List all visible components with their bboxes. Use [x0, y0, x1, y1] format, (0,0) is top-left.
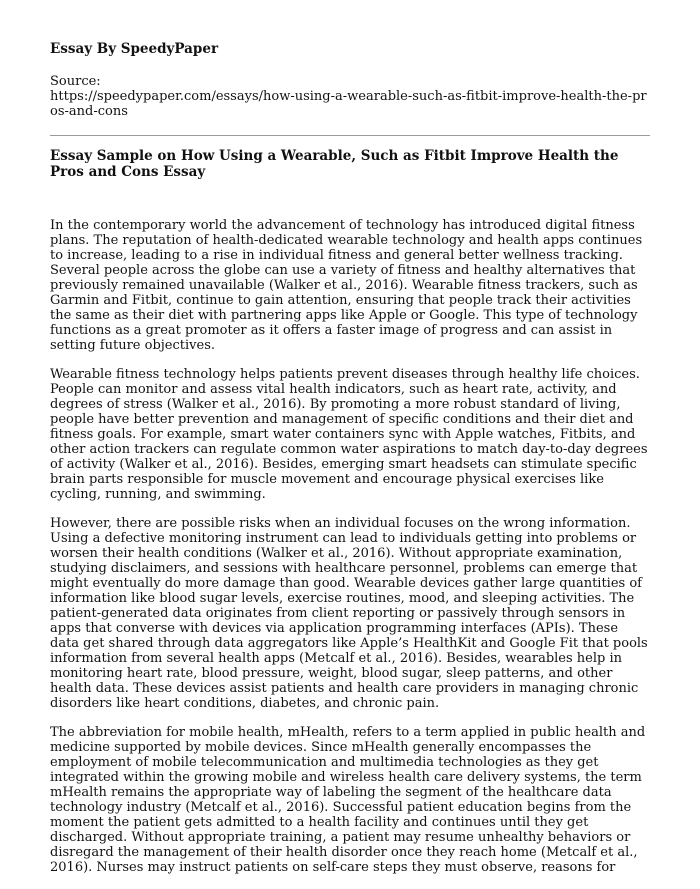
document-page [50, 40, 650, 889]
essay-paragraph-4: The abbreviation for mobile health, mHealth, refers to a term applied in public health and medicine supported by mobile devices. Since mHealth generally encompasses the employment of mobile telecommunication and multimedia technologies as they get integrated within the growing mobile and wireless health care delivery systems, the term mHealth remains the appropriate way of labeling the segment of the healthcare data technology industry (Metcalf et al., 2016). Successful patient education begins from the moment the patient gets admitted to a health facility and continues until they get discharged. Without appropriate training, a patient may resume unhealthy behaviors or disregard the management of their health disorder once they reach home (Metcalf et al., 2016). Nurses may instruct patients on self-care steps they must observe, reasons for [50, 725, 646, 875]
essay-paragraph-2: Wearable fitness technology helps patients prevent diseases through healthy life choices. People can monitor and assess vital health indicators, such as heart rate, activity, and degrees of stress (Walker et al., 2016). By promoting a more robust standard of living, people have better prevention and management of specific conditions and their diet and fitness goals. For example, smart water containers sync with Apple watches, Fitbits, and other action trackers can regulate common water aspirations to match day-to-day degrees of activity (Walker et al., 2016). Besides, emerging smart headsets can stimulate specific brain parts responsible for muscle movement and encourage physical exercises like cycling, running, and swimming. [50, 367, 648, 502]
essay-title: Essay Sample on How Using a Wearable, Such as Fitbit Improve Health the Pros and Cons Essay [50, 148, 619, 180]
essay-paragraph-1: In the contemporary world the advancement of technology has introduced digital fitness plans. The reputation of health-dedicated wearable technology and health apps continues to increase, leading to a rise in individual fitness and general better wellness tracking. Several people across the globe can use a variety of fitness and healthy alternatives that previously remained unavailable (Walker et al., 2016). Wearable fitness trackers, such as Garmin and Fitbit, continue to gain attention, ensuring that people track their activities the same as their diet with partnering apps like Apple or Google. This type of technology functions as a great promoter as it offers a faster image of progress and can assist in setting future objectives. [50, 218, 643, 353]
source-label: Source: [50, 74, 101, 89]
divider [50, 135, 650, 136]
source-url: https://speedypaper.com/essays/how-using-a-wearable-such-as-fitbit-improve-health-the-pros-and-cons [50, 89, 647, 119]
document-title: Essay By SpeedyPaper [50, 41, 219, 57]
essay-paragraph-3: However, there are possible risks when an individual focuses on the wrong information. Using a defective monitoring instrument can lead to individuals getting into problems or worsen their health conditions (Walker et al., 2016). Without appropriate examination, studying disclaimers, and sessions with healthcare personnel, problems can emerge that might eventually do more damage than good. Wearable devices gather large quantities of information like blood sugar levels, exercise routines, mood, and sleeping activities. The patient-generated data originates from client reporting or passively through sensors in apps that converse with devices via application programming interfaces (APIs). These data get shared through data aggregators like Apple’s HealthKit and Google Fit that pools information from several health apps (Metcalf et al., 2016). Besides, wearables help in monitoring heart rate, blood pressure, weight, blood sugar, sleep patterns, and other health data. These devices assist patients and health care providers in managing chronic disorders like heart conditions, diabetes, and chronic pain. [50, 516, 648, 711]
